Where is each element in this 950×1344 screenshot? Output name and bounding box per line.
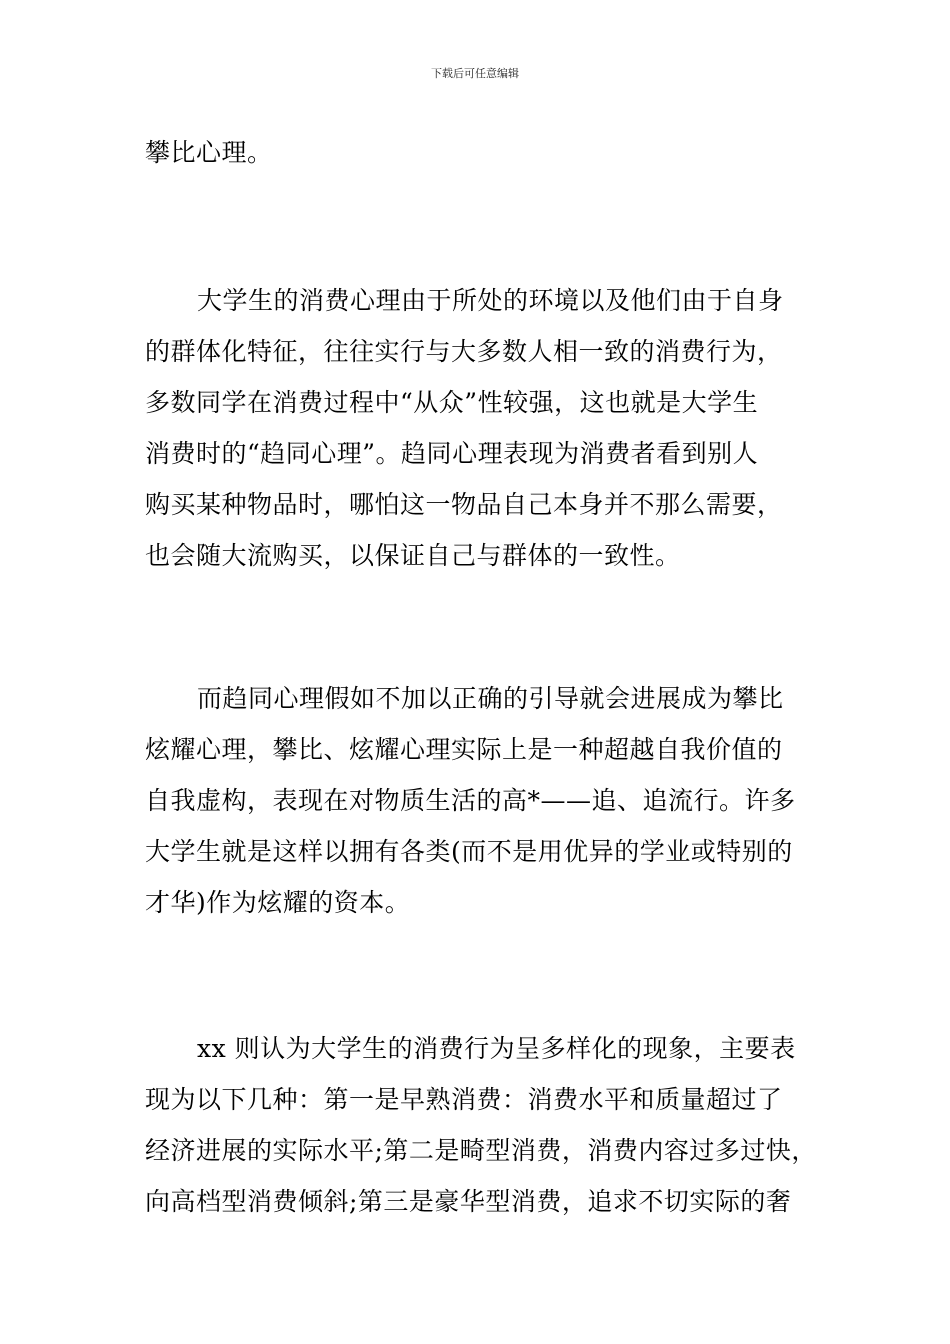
paragraph-comparison [145,673,825,928]
page-header: 下载后可任意编辑 [431,67,519,80]
text-line: 攀比心理。 [145,138,273,167]
text-line: 现为以下几种：第一是早熟消费：消费水平和质量超过了 [145,1085,783,1114]
text-line: 大学生的消费心理由于所处的环境以及他们由于自身 [197,286,784,315]
text-line: xx 则认为大学生的消费行为呈多样化的现象，主要表 [197,1034,796,1063]
paragraph-continuation [145,127,825,178]
text-line: 消费时的“趋同心理”。趋同心理表现为消费者看到别人 [145,439,759,468]
text-line: 向高档型消费倾斜;第三是豪华型消费，追求不切实际的奢 [145,1187,792,1216]
paragraph-consumption-types [145,1023,825,1227]
text-line: 炫耀心理，攀比、炫耀心理实际上是一种超越自我价值的 [145,735,783,764]
text-line: 自我虚构，表现在对物质生活的高*——追、追流行。许多 [145,786,796,815]
text-line: 购买某种物品时，哪怕这一物品自己本身并不那么需要， [145,490,783,519]
paragraph-conformity [145,275,825,581]
text-line: 才华)作为炫耀的资本。 [145,888,411,917]
text-line: 也会随大流购买，以保证自己与群体的一致性。 [145,541,681,570]
text-line: 而趋同心理假如不加以正确的引导就会进展成为攀比 [197,684,784,713]
text-line: 多数同学在消费过程中“从众”性较强，这也就是大学生 [145,388,759,417]
text-line: 经济进展的实际水平;第二是畸型消费，消费内容过多过快， [145,1136,817,1165]
text-line: 大学生就是这样以拥有各类(而不是用优异的学业或特别的 [145,837,793,866]
text-line: 的群体化特征，往往实行与大多数人相一致的消费行为， [145,337,783,366]
